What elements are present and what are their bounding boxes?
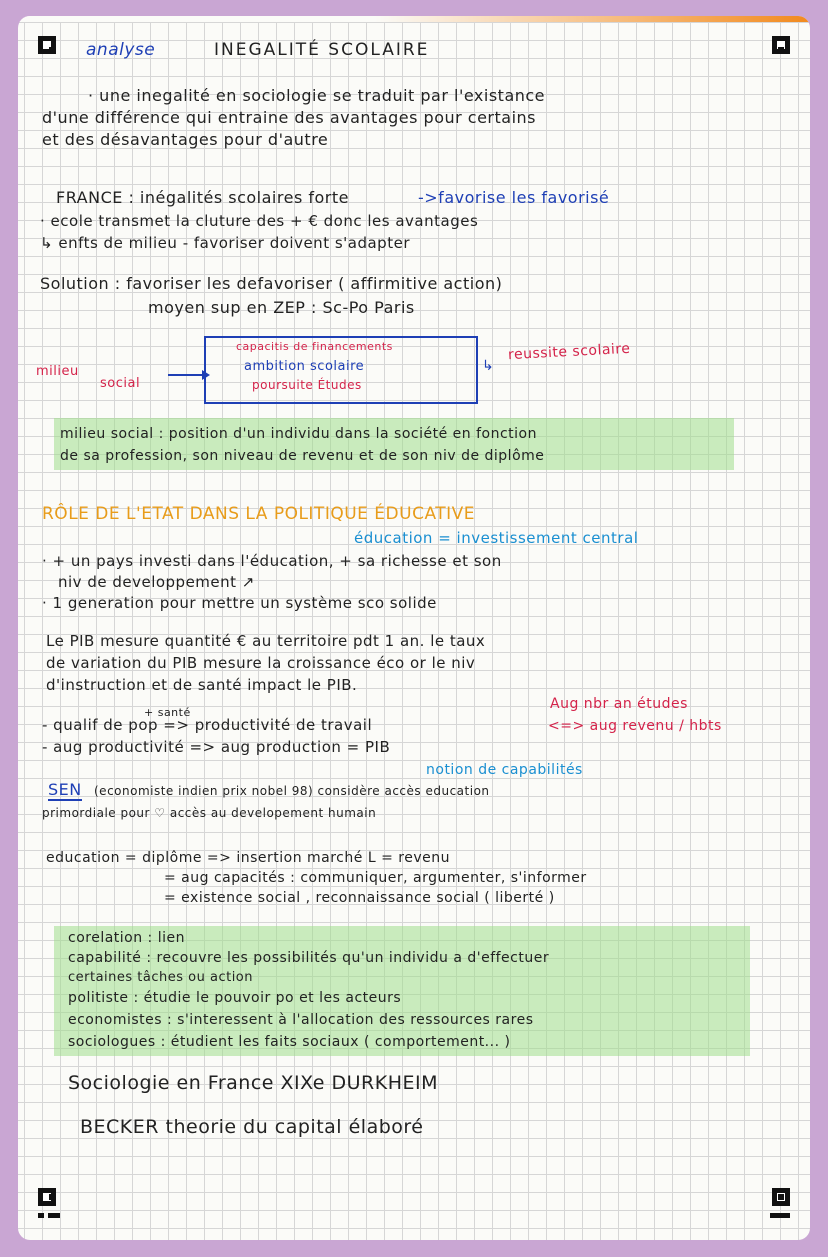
diagram-left: milieu xyxy=(36,364,79,379)
definition-line: corelation : lien xyxy=(68,930,185,946)
diagram-left: social xyxy=(100,376,141,391)
education-line: = aug capacités : communiquer, argumenter, s'informer xyxy=(164,870,587,886)
france-line: ↳ enfts de milieu - favoriser doivent s'adapter xyxy=(40,234,410,252)
section-note: éducation = investissement central xyxy=(354,529,639,547)
definition-line: certaines tâches ou action xyxy=(68,970,254,985)
definition-line: de sa profession, son niveau de revenu et de son niv de diplôme xyxy=(60,448,545,464)
education-line: education = diplôme => insertion marché L = revenu xyxy=(46,850,450,866)
pib-line: de variation du PIB mesure la croissance éco or le niv xyxy=(46,654,476,672)
page-edge xyxy=(18,16,810,22)
intro-line: et des désavantages pour d'autre xyxy=(42,130,329,149)
marker-dash xyxy=(38,1213,44,1218)
definition-line: politiste : étudie le pouvoir po et les acteurs xyxy=(68,990,402,1006)
marker-dash xyxy=(48,1213,60,1218)
diagram-item: capacitis de financements xyxy=(236,340,393,353)
pib-line: - qualif de pop => productivité de travail xyxy=(42,716,373,734)
pib-right-note: Aug nbr an études xyxy=(550,696,688,712)
pib-line: - aug productivité => aug production = PIB xyxy=(42,738,391,756)
marker-dash xyxy=(770,1213,790,1218)
sen-name: SEN xyxy=(48,780,82,799)
france-label: FRANCE : inégalités scolaires forte xyxy=(56,188,349,207)
footer-line: BECKER theorie du capital élaboré xyxy=(80,1116,424,1138)
france-line: · ecole transmet la cluture des + € donc les avantages xyxy=(40,212,479,230)
pib-line: d'instruction et de santé impact le PIB. xyxy=(46,676,358,694)
education-line: = existence social , reconnaissance social ( liberté ) xyxy=(164,890,555,906)
diagram-result: reussite scolaire xyxy=(507,340,631,364)
notebook-page xyxy=(18,16,810,1240)
header-tag: analyse xyxy=(86,40,156,60)
solution-line: moyen sup en ZEP : Sc-Po Paris xyxy=(148,298,415,317)
page-title: INEGALITÉ SCOLAIRE xyxy=(214,40,430,60)
corner-marker-icon xyxy=(38,1188,56,1206)
bullet-line: · + un pays investi dans l'éducation, + sa richesse et son xyxy=(42,552,502,570)
section-title: RÔLE DE L'ETAT DANS LA POLITIQUE ÉDUCATIVE xyxy=(42,504,476,524)
definition-line: capabilité : recouvre les possibilités qu'un individu a d'effectuer xyxy=(68,950,550,966)
definition-line: milieu social : position d'un individu dans la société en fonction xyxy=(60,426,537,442)
corner-marker-icon xyxy=(772,36,790,54)
pib-right-note: <=> aug revenu / hbts xyxy=(548,718,722,734)
bullet-line: niv de developpement ↗ xyxy=(58,573,255,591)
corner-marker-icon xyxy=(38,36,56,54)
footer-line: Sociologie en France XIXe DURKHEIM xyxy=(68,1072,438,1094)
corner-marker-icon xyxy=(772,1188,790,1206)
diagram-arrow xyxy=(168,374,208,376)
sen-line: (economiste indien prix nobel 98) considère accès education xyxy=(94,784,490,798)
sen-line: primordiale pour ♡ accès au developement humain xyxy=(42,806,377,820)
bullet-line: · 1 generation pour mettre un système sco solide xyxy=(42,594,437,612)
intro-line: · une inegalité en sociologie se traduit par l'existance xyxy=(88,86,546,105)
definition-line: sociologues : étudient les faits sociaux ( comportement... ) xyxy=(68,1034,511,1050)
diagram-item: poursuite Études xyxy=(252,378,362,392)
pib-line: Le PIB mesure quantité € au territoire pdt 1 an. le taux xyxy=(46,632,486,650)
diagram-result-arrow: ↳ xyxy=(482,358,495,374)
france-arrow-text: ->favorise les favorisé xyxy=(418,188,610,207)
diagram-item: ambition scolaire xyxy=(244,359,365,374)
sen-note: notion de capabilités xyxy=(426,762,583,778)
solution-line: Solution : favoriser les defavoriser ( affirmitive action) xyxy=(40,274,503,293)
intro-line: d'une différence qui entraine des avantages pour certains xyxy=(42,108,537,127)
pib-note: + santé xyxy=(144,706,191,719)
definition-line: economistes : s'interessent à l'allocation des ressources rares xyxy=(68,1012,534,1028)
